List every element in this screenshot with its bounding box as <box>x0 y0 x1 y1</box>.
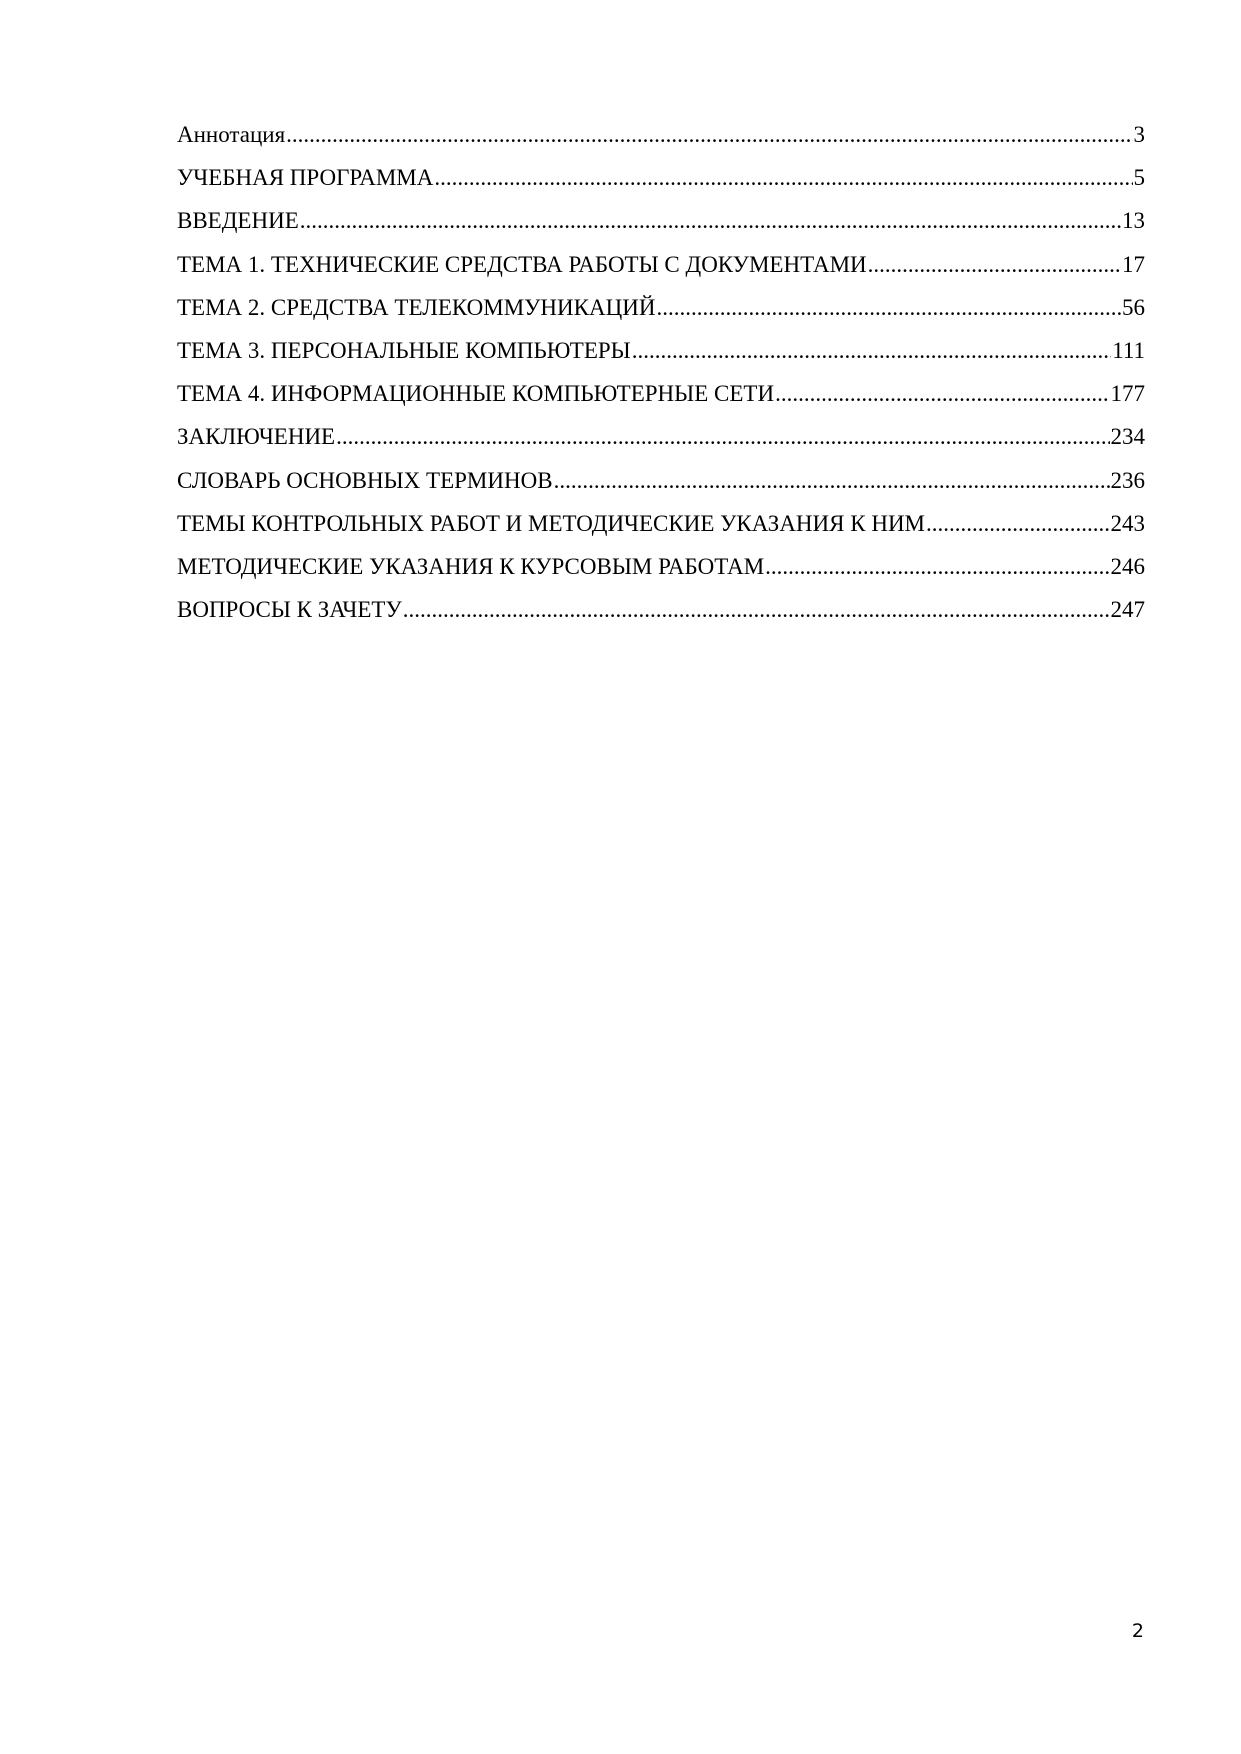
toc-dot-leader <box>632 329 1111 372</box>
toc-entry-exam-questions[interactable] <box>177 588 1145 631</box>
toc-dot-leader <box>926 502 1109 545</box>
toc-entry-conclusion[interactable] <box>177 415 1145 458</box>
toc-dot-leader <box>336 415 1109 458</box>
toc-entry-page: 111 <box>1112 337 1145 363</box>
toc-entry-title: ЗАКЛЮЧЕНИЕ <box>177 424 336 450</box>
toc-entry-course-works[interactable] <box>177 545 1145 588</box>
toc-entry-page: 177 <box>1110 381 1145 407</box>
toc-entry-page: 234 <box>1110 424 1145 450</box>
toc-dot-leader <box>868 243 1121 286</box>
toc-dot-leader <box>554 459 1110 502</box>
toc-entry-annotation[interactable] <box>177 113 1145 156</box>
toc-dot-leader <box>765 545 1109 588</box>
toc-entry-title: СЛОВАРЬ ОСНОВНЫХ ТЕРМИНОВ <box>177 467 553 493</box>
toc-entry-title: УЧЕБНАЯ ПРОГРАММА <box>177 165 434 191</box>
toc-entry-page: 247 <box>1110 597 1145 623</box>
toc-entry-title: МЕТОДИЧЕСКИЕ УКАЗАНИЯ К КУРСОВЫМ РАБОТАМ <box>177 553 765 579</box>
toc-entry-control-works[interactable] <box>177 502 1145 545</box>
toc-entry-topic-2[interactable] <box>177 286 1145 329</box>
toc-entry-title: ТЕМА 4. ИНФОРМАЦИОННЫЕ КОМПЬЮТЕРНЫЕ СЕТИ <box>177 381 775 407</box>
toc-entry-page: 243 <box>1110 510 1145 536</box>
toc-entry-page: 236 <box>1110 467 1145 493</box>
toc-entry-title: ТЕМА 3. ПЕРСОНАЛЬНЫЕ КОМПЬЮТЕРЫ <box>177 337 631 363</box>
toc-dot-leader <box>286 113 1132 156</box>
toc-entry-title: Аннотация <box>177 122 286 147</box>
toc-entry-title: ВОПРОСЫ К ЗАЧЕТУ <box>177 597 402 623</box>
toc-entry-page: 17 <box>1122 251 1145 277</box>
toc-entry-title: ВВЕДЕНИЕ <box>177 208 299 234</box>
toc-entry-page: 246 <box>1110 553 1145 579</box>
toc-entry-page: 13 <box>1122 208 1145 234</box>
toc-entry-page: 5 <box>1133 165 1145 191</box>
toc-entry-introduction[interactable] <box>177 199 1145 242</box>
table-of-contents <box>177 113 1145 631</box>
toc-entry-glossary[interactable] <box>177 459 1145 502</box>
page-number: 2 <box>1131 1620 1144 1642</box>
toc-entry-page: 56 <box>1122 294 1145 320</box>
toc-entry-title: ТЕМА 2. СРЕДСТВА ТЕЛЕКОММУНИКАЦИЙ <box>177 294 656 320</box>
toc-entry-title: ТЕМА 1. ТЕХНИЧЕСКИЕ СРЕДСТВА РАБОТЫ С ДОКУМЕНТАМИ <box>177 251 867 277</box>
toc-entry-topic-3[interactable] <box>177 329 1145 372</box>
toc-dot-leader <box>300 199 1121 242</box>
toc-dot-leader <box>656 286 1121 329</box>
toc-dot-leader <box>775 372 1109 415</box>
toc-dot-leader <box>403 588 1110 631</box>
toc-entry-topic-1[interactable] <box>177 243 1145 286</box>
toc-entry-page: 3 <box>1133 122 1145 147</box>
toc-dot-leader <box>434 156 1132 199</box>
toc-entry-curriculum[interactable] <box>177 156 1145 199</box>
toc-entry-topic-4[interactable] <box>177 372 1145 415</box>
toc-entry-title: ТЕМЫ КОНТРОЛЬНЫХ РАБОТ И МЕТОДИЧЕСКИЕ УКАЗАНИЯ К НИМ <box>177 510 926 536</box>
